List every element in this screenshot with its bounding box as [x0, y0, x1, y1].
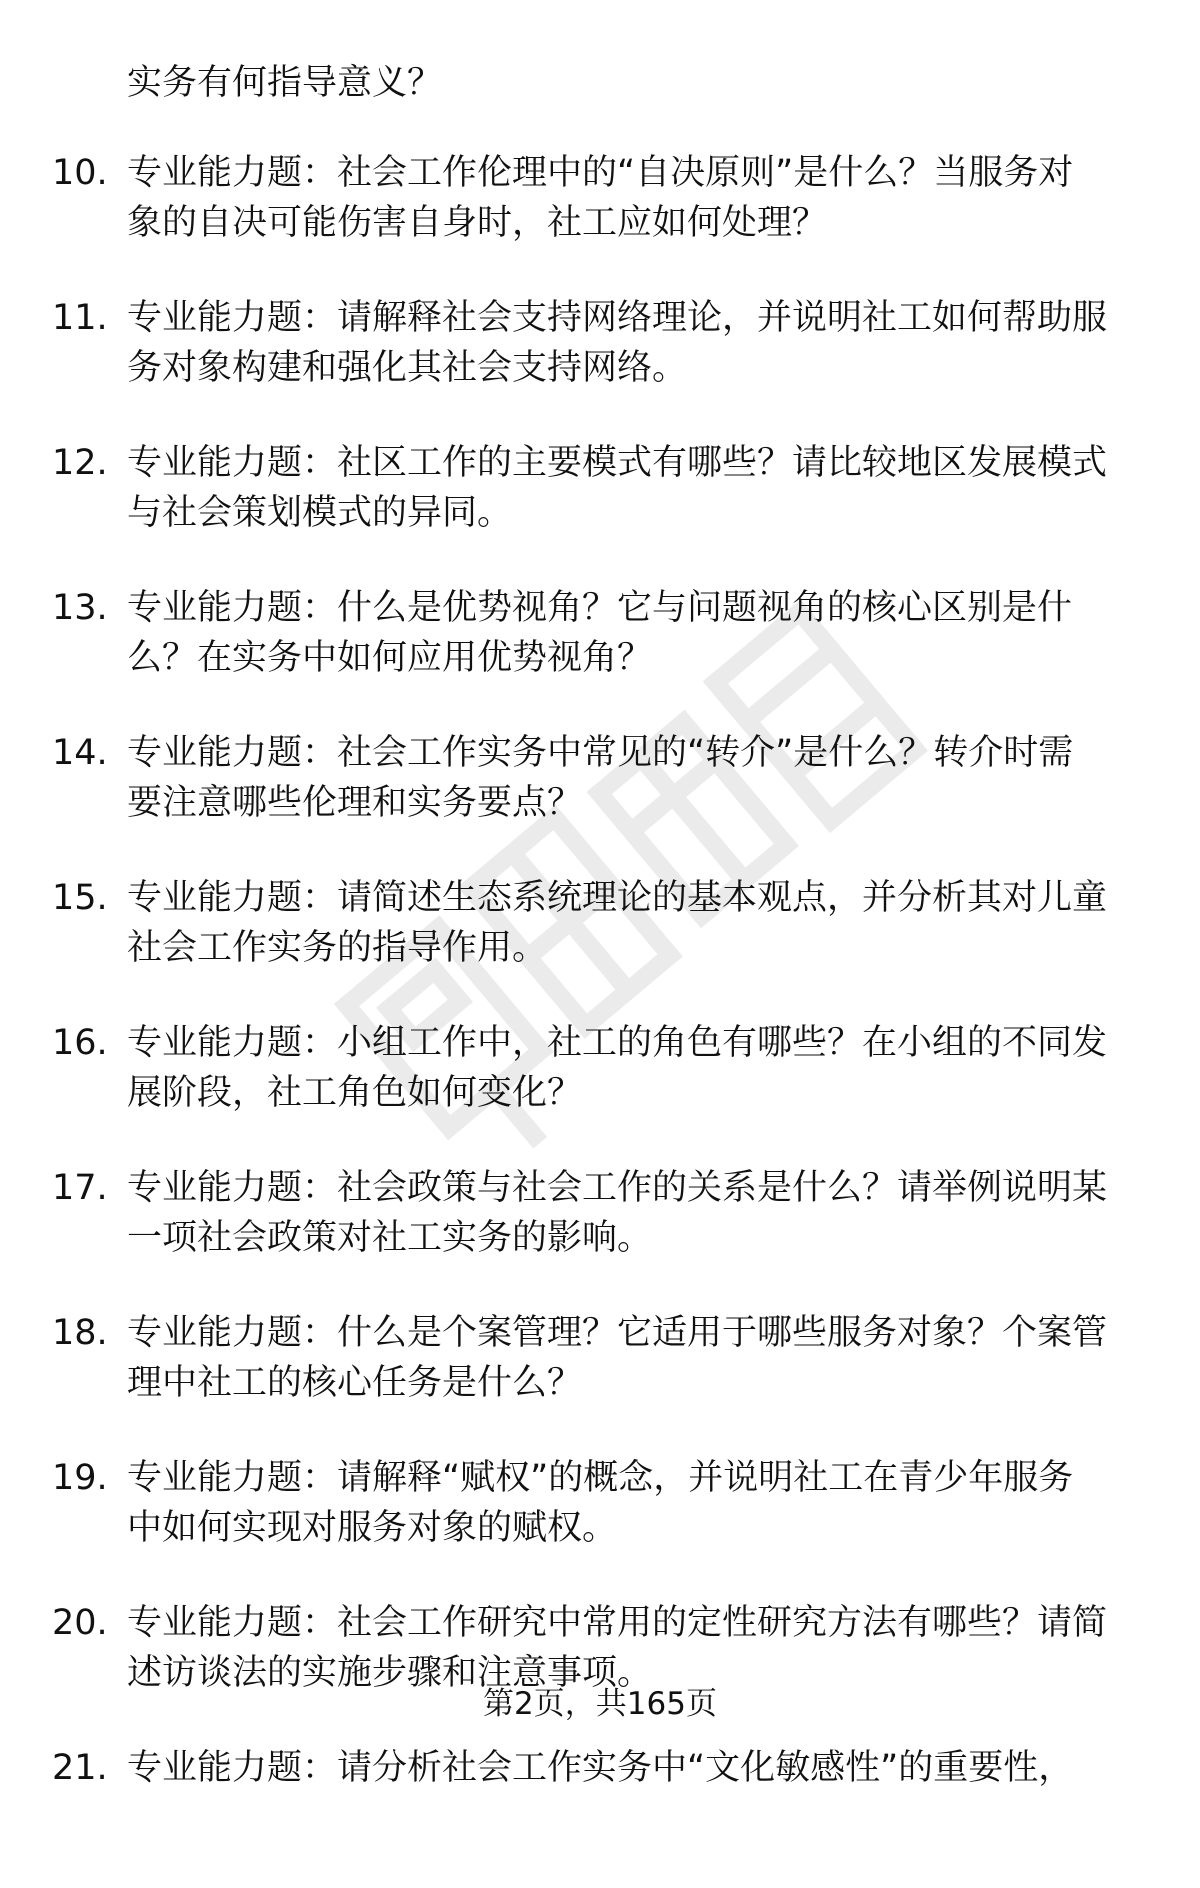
question-text-line: 专业能力题：什么是优势视角？它与问题视角的核心区别是什 — [127, 588, 1073, 628]
list-item — [0, 148, 1200, 293]
question-text-line: 理中社工的核心任务是什么？ — [127, 1363, 583, 1403]
question-number: 13. — [52, 588, 108, 628]
question-text-line: 专业能力题：社会政策与社会工作的关系是什么？请举例说明某 — [127, 1168, 1108, 1208]
question-number: 17. — [52, 1168, 108, 1208]
page-footer: 第2页，共165页 — [483, 1686, 717, 1722]
question-number: 15. — [52, 878, 108, 918]
continuation-text: 实务有何指导意义？ — [127, 63, 443, 103]
list-item — [0, 1308, 1200, 1453]
question-text-line: 一项社会政策对社工实务的影响。 — [127, 1218, 653, 1258]
question-text-line: 展阶段，社工角色如何变化？ — [127, 1073, 583, 1113]
question-text-line: 社会工作实务的指导作用。 — [127, 928, 548, 968]
question-number: 19. — [52, 1458, 108, 1498]
question-text-line: 要注意哪些伦理和实务要点？ — [127, 783, 583, 823]
list-item — [0, 1453, 1200, 1598]
question-number: 20. — [52, 1603, 108, 1643]
question-number: 18. — [52, 1313, 108, 1353]
question-text-line: 么？在实务中如何应用优势视角？ — [127, 638, 653, 678]
list-item — [0, 873, 1200, 1018]
question-number: 16. — [52, 1023, 108, 1063]
question-text-line: 专业能力题：社区工作的主要模式有哪些？请比较地区发展模式 — [127, 443, 1108, 483]
question-text-line: 专业能力题：社会工作实务中常见的“转介”是什么？转介时需 — [127, 733, 1074, 773]
list-item — [0, 728, 1200, 873]
question-text-line: 专业能力题：社会工作伦理中的“自决原则”是什么？当服务对 — [127, 153, 1074, 193]
question-text-line: 专业能力题：社会工作研究中常用的定性研究方法有哪些？请简 — [127, 1603, 1108, 1643]
list-item — [0, 438, 1200, 583]
question-text-line: 专业能力题：什么是个案管理？它适用于哪些服务对象？个案管 — [127, 1313, 1108, 1353]
question-text-line: 专业能力题：请解释社会支持网络理论，并说明社工如何帮助服 — [127, 298, 1108, 338]
question-text-line: 专业能力题：请简述生态系统理论的基本观点，并分析其对儿童 — [127, 878, 1108, 918]
question-number: 21. — [52, 1748, 108, 1788]
question-list — [0, 148, 1200, 1888]
question-number: 12. — [52, 443, 108, 483]
question-number: 10. — [52, 153, 108, 193]
list-item — [0, 583, 1200, 728]
question-number: 14. — [52, 733, 108, 773]
list-item — [0, 293, 1200, 438]
list-item — [0, 1743, 1200, 1888]
list-item — [0, 1018, 1200, 1163]
question-text-line: 象的自决可能伤害自身时，社工应如何处理？ — [127, 203, 828, 243]
question-text-line: 专业能力题：请分析社会工作实务中“文化敏感性”的重要性， — [127, 1748, 1074, 1788]
question-text-line: 专业能力题：请解释“赋权”的概念，并说明社工在青少年服务 — [127, 1458, 1074, 1498]
question-text-line: 述访谈法的实施步骤和注意事项。 — [127, 1653, 653, 1693]
question-text-line: 中如何实现对服务对象的赋权。 — [127, 1508, 618, 1548]
list-item — [0, 1163, 1200, 1308]
question-text-line: 务对象构建和强化其社会支持网络。 — [127, 348, 688, 388]
question-text-line: 与社会策划模式的异同。 — [127, 493, 513, 533]
question-number: 11. — [52, 298, 108, 338]
question-text-line: 专业能力题：小组工作中，社工的角色有哪些？在小组的不同发 — [127, 1023, 1108, 1063]
